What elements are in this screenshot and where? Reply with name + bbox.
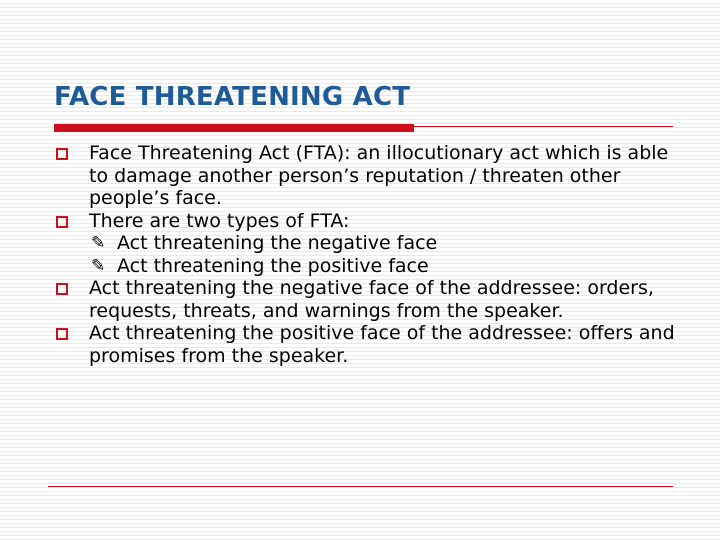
bullet-text: Act threatening the negative face of the addressee: orders, requests, threats, and warnings from the speaker. bbox=[89, 277, 654, 322]
bullet-text: Face Threatening Act (FTA): an illocutionary act which is able to damage another person’s reputation / threaten other people’s face. bbox=[89, 142, 669, 209]
slide-title: FACE THREATENING ACT bbox=[54, 82, 411, 112]
hollow-square-icon bbox=[56, 148, 68, 160]
bullet-text: Act threatening the positive face of the addressee: offers and promises from the speaker. bbox=[89, 322, 675, 367]
bullet-item bbox=[54, 210, 684, 233]
title-underline-line bbox=[414, 126, 673, 127]
bullet-text: There are two types of FTA: bbox=[89, 209, 350, 232]
bullet-list bbox=[54, 142, 684, 367]
pencil-icon: ✎ bbox=[91, 255, 106, 276]
bullet-item bbox=[54, 277, 684, 322]
title-underline-bar bbox=[54, 124, 414, 132]
hollow-square-icon bbox=[56, 328, 68, 340]
hollow-square-icon bbox=[56, 283, 68, 295]
sub-bullet-text: Act threatening the negative face bbox=[117, 232, 438, 254]
sub-bullet-item bbox=[54, 255, 684, 278]
pencil-icon: ✎ bbox=[91, 233, 106, 253]
hollow-square-icon bbox=[56, 216, 68, 228]
sub-bullet-item bbox=[54, 232, 684, 255]
footer-rule bbox=[48, 486, 673, 487]
sub-bullet-text: Act threatening the positive face bbox=[117, 254, 429, 277]
bullet-item bbox=[54, 142, 684, 210]
bullet-item bbox=[54, 322, 684, 367]
